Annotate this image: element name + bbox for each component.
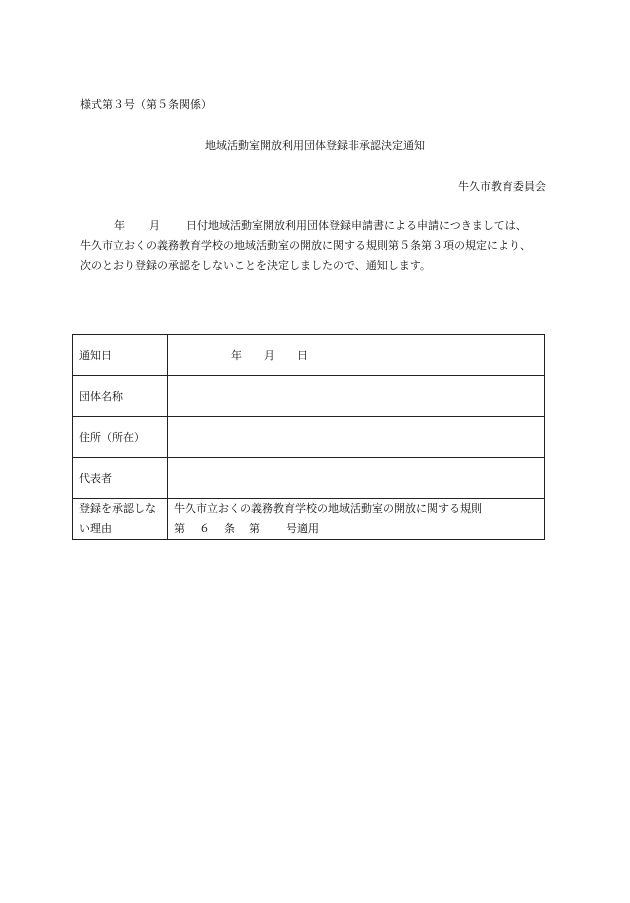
article-number: ６ <box>199 522 210 535</box>
form-number: 様式第３号（第５条関係） <box>80 98 212 111</box>
notice-date-year: 年 <box>231 349 242 362</box>
article-jo: 条 <box>224 522 235 535</box>
article-dai: 第 <box>174 522 185 535</box>
issuer: 牛久市教育委員会 <box>458 180 546 193</box>
notice-date-day: 日 <box>297 349 308 362</box>
reason-rule-name: 牛久市立おくの義務教育学校の地域活動室の開放に関する規則 <box>174 502 482 515</box>
reason-label <box>73 499 168 540</box>
representative-value <box>168 458 545 499</box>
body-line-3: 次のとおり登録の承認をしないことを決定しましたので、通知します。 <box>80 259 431 272</box>
reason-label-line-1: 登録を承認しな <box>79 502 156 515</box>
row-address <box>73 417 545 458</box>
body-year: 年 <box>114 219 125 232</box>
row-representative <box>73 458 545 499</box>
address-label: 住所（所在） <box>73 417 168 458</box>
row-group-name <box>73 376 545 417</box>
notice-body <box>80 216 550 276</box>
notice-table <box>72 334 545 540</box>
row-notice-date <box>73 335 545 376</box>
body-line-1 <box>80 216 550 236</box>
address-value <box>168 417 545 458</box>
reason-label-line-2: い理由 <box>79 522 112 535</box>
body-month: 月 <box>149 219 160 232</box>
article-suffix: 号適用 <box>286 522 319 535</box>
notice-date-month: 月 <box>264 349 275 362</box>
body-line-1-text: 日付地域活動室開放利用団体登録申請書による申請につきましては、 <box>186 219 527 232</box>
body-line-2: 牛久市立おくの義務教育学校の地域活動室の開放に関する規則第５条第３項の規定により、 <box>80 239 531 252</box>
notice-date-value <box>168 335 545 376</box>
group-name-value <box>168 376 545 417</box>
group-name-label: 団体名称 <box>73 376 168 417</box>
representative-label: 代表者 <box>73 458 168 499</box>
notice-date-label: 通知日 <box>73 335 168 376</box>
document-title: 地域活動室開放利用団体登録非承認決定通知 <box>205 139 425 152</box>
row-reason <box>73 499 545 540</box>
article-dai-2: 第 <box>249 522 260 535</box>
reason-value <box>168 499 545 540</box>
reason-article <box>174 519 538 539</box>
